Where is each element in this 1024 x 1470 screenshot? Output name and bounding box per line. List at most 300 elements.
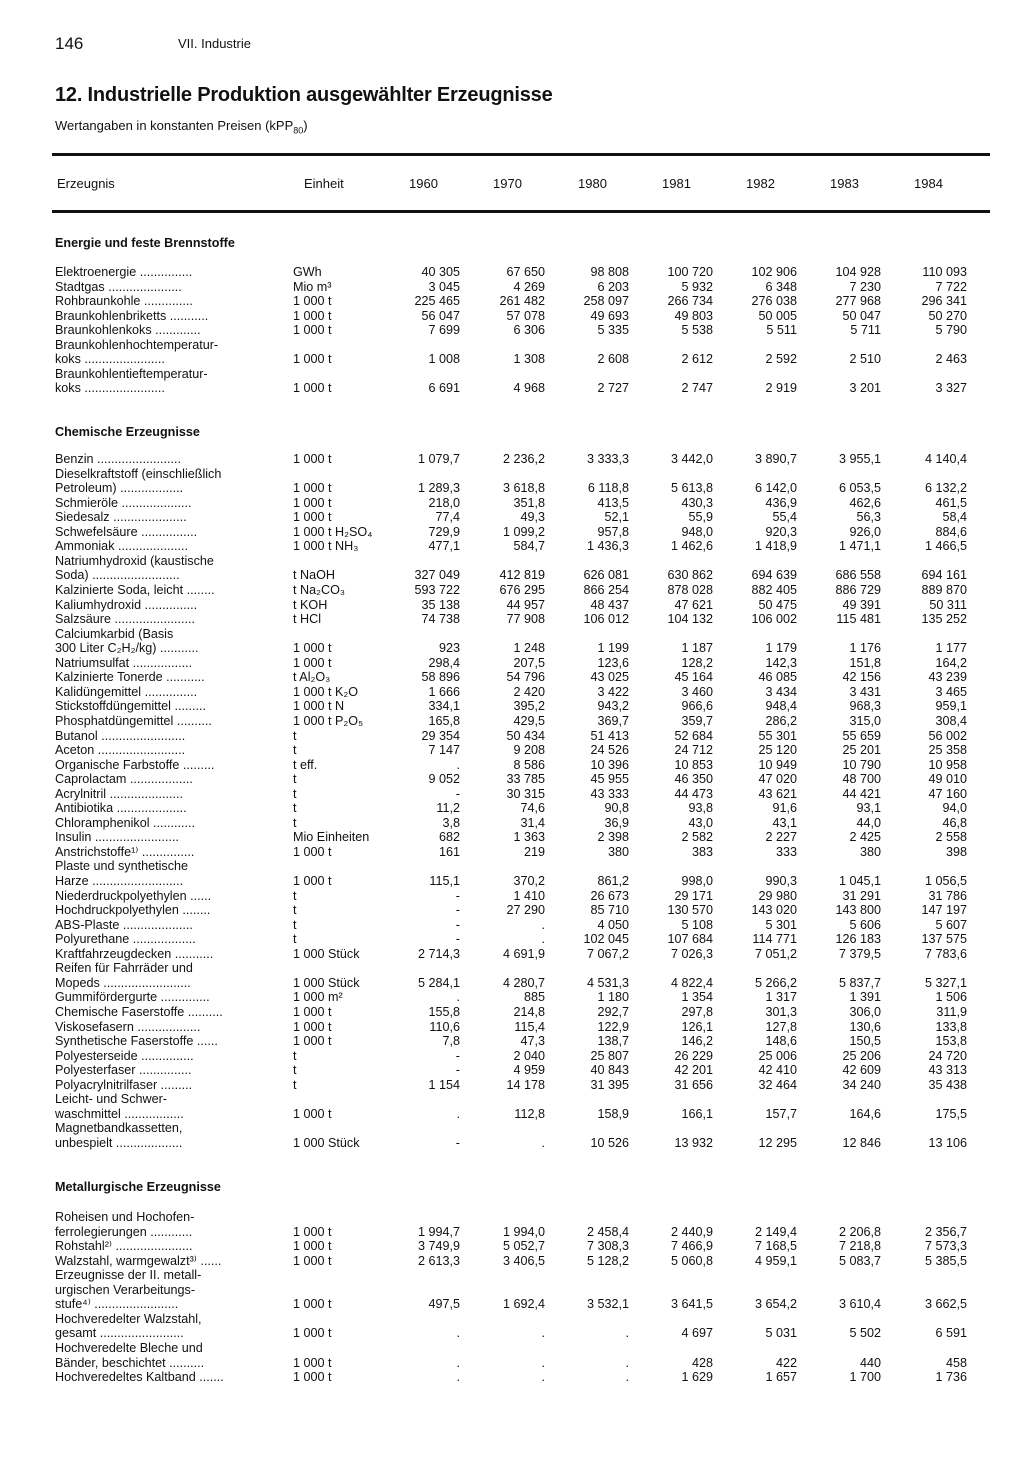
value-cell: 422 bbox=[775, 1355, 797, 1370]
table-row bbox=[0, 859, 1024, 874]
value-cell: 50 047 bbox=[842, 308, 881, 323]
value-cell: 43,1 bbox=[772, 815, 797, 830]
table-row bbox=[0, 889, 1024, 904]
value-cell: 1 176 bbox=[849, 641, 881, 656]
value-cell: 123,6 bbox=[597, 655, 629, 670]
row-label: koks ....................... bbox=[55, 381, 165, 396]
value-cell: 48 700 bbox=[842, 772, 881, 787]
value-cell: 7 722 bbox=[935, 279, 967, 294]
table-row bbox=[0, 1239, 1024, 1254]
row-unit: 1 000 t bbox=[293, 452, 332, 466]
row-unit: t bbox=[293, 917, 297, 932]
table-row bbox=[0, 496, 1024, 511]
value-cell: 7 026,3 bbox=[670, 946, 713, 961]
row-label: Phosphatdüngemittel .......... bbox=[55, 713, 212, 728]
value-cell: 477,1 bbox=[428, 539, 460, 554]
value-cell: 5 538 bbox=[681, 323, 713, 338]
value-cell: 7 783,6 bbox=[924, 946, 967, 961]
row-label: Polyacrylnitrilfaser ......... bbox=[55, 1077, 193, 1092]
value-cell: 7 230 bbox=[849, 279, 881, 294]
value-cell: 6 142,0 bbox=[754, 481, 797, 496]
value-cell: 3 434 bbox=[765, 684, 797, 699]
table-row bbox=[0, 1005, 1024, 1020]
row-label: stufe⁴⁾ ........................ bbox=[55, 1297, 179, 1312]
value-cell: 6 691 bbox=[428, 381, 460, 396]
value-cell: 107 684 bbox=[667, 932, 713, 947]
value-cell: 2 608 bbox=[597, 352, 629, 367]
value-cell: 102 906 bbox=[751, 265, 797, 279]
table-row bbox=[0, 641, 1024, 656]
row-label: Hochdruckpolyethylen ........ bbox=[55, 903, 211, 917]
value-cell: 91,6 bbox=[772, 801, 797, 816]
value-cell: 5 284,1 bbox=[417, 975, 460, 990]
row-unit: 1 000 t bbox=[293, 1355, 332, 1370]
value-cell: 44,0 bbox=[856, 815, 881, 830]
table-row bbox=[0, 990, 1024, 1005]
row-label: Caprolactam .................. bbox=[55, 772, 193, 787]
value-cell: 943,2 bbox=[597, 699, 629, 714]
row-unit: 1 000 t bbox=[293, 1034, 332, 1048]
header-rule bbox=[52, 210, 990, 213]
value-cell: 694 639 bbox=[751, 568, 797, 583]
value-cell: 4 822,4 bbox=[670, 975, 713, 990]
value-cell: 3 532,1 bbox=[586, 1297, 629, 1312]
value-cell: 334,1 bbox=[428, 699, 460, 714]
value-cell: 44 421 bbox=[842, 786, 881, 801]
table-row bbox=[0, 656, 1024, 671]
value-cell: 412 819 bbox=[499, 568, 545, 583]
value-cell: 5 031 bbox=[765, 1326, 797, 1341]
value-cell: 47,3 bbox=[520, 1034, 545, 1048]
row-label: Benzin ........................ bbox=[55, 452, 181, 466]
value-cell: 380 bbox=[607, 844, 629, 859]
row-unit: 1 000 Stück bbox=[293, 1135, 360, 1150]
value-cell: 286,2 bbox=[765, 713, 797, 728]
table-row bbox=[0, 976, 1024, 991]
table-row bbox=[0, 670, 1024, 685]
value-cell: 31 786 bbox=[928, 888, 967, 903]
value-cell: - bbox=[455, 1048, 460, 1063]
value-cell: 55,4 bbox=[772, 510, 797, 525]
row-unit: 1 000 t bbox=[293, 481, 332, 496]
row-unit: 1 000 t NH₃ bbox=[293, 539, 359, 554]
value-cell: 49 010 bbox=[928, 772, 967, 787]
value-cell: 43 621 bbox=[758, 786, 797, 801]
value-cell: 5 607 bbox=[935, 917, 967, 932]
row-label: Salzsäure ....................... bbox=[55, 612, 195, 626]
value-cell: - bbox=[455, 932, 460, 947]
table-row bbox=[0, 467, 1024, 482]
table-row bbox=[0, 568, 1024, 583]
row-unit: 1 000 t bbox=[293, 495, 332, 510]
value-cell: 2 747 bbox=[681, 381, 713, 396]
value-cell: 42 609 bbox=[842, 1063, 881, 1078]
row-label: Rohstahl²⁾ ...................... bbox=[55, 1239, 193, 1254]
value-cell: 2 227 bbox=[765, 830, 797, 845]
value-cell: 626 081 bbox=[583, 568, 629, 583]
value-cell: 43 025 bbox=[590, 670, 629, 685]
value-cell: 436,9 bbox=[765, 495, 797, 510]
table-row bbox=[0, 338, 1024, 353]
value-cell: 133,8 bbox=[935, 1019, 967, 1034]
row-label: Acrylnitril ..................... bbox=[55, 786, 184, 801]
value-cell: 926,0 bbox=[849, 524, 881, 539]
table-row bbox=[0, 1326, 1024, 1341]
value-cell: 1 506 bbox=[935, 990, 967, 1005]
row-label: Aceton ......................... bbox=[55, 743, 186, 757]
value-cell: 50 270 bbox=[928, 308, 967, 323]
value-cell: 137 575 bbox=[921, 932, 967, 947]
value-cell: 112,8 bbox=[514, 1106, 545, 1121]
table-row bbox=[0, 1297, 1024, 1312]
value-cell: 56 047 bbox=[421, 308, 460, 323]
value-cell: 4 269 bbox=[513, 279, 545, 294]
table-row bbox=[0, 309, 1024, 324]
value-cell: 25 206 bbox=[842, 1048, 881, 1063]
value-cell: 7 147 bbox=[428, 743, 460, 757]
value-cell: 43,0 bbox=[688, 815, 713, 830]
value-cell: 1 418,9 bbox=[754, 539, 797, 554]
value-cell: 31,4 bbox=[520, 815, 545, 830]
row-unit: 1 000 t bbox=[293, 1004, 332, 1019]
value-cell: 155,8 bbox=[428, 1004, 460, 1019]
value-cell: 30 315 bbox=[506, 786, 545, 801]
value-cell: 130 570 bbox=[667, 903, 713, 917]
row-unit: t bbox=[293, 801, 297, 816]
row-unit: t bbox=[293, 932, 297, 947]
table-row bbox=[0, 539, 1024, 554]
table-row bbox=[0, 816, 1024, 831]
value-cell: 32 464 bbox=[758, 1077, 797, 1092]
row-label: Kraftfahrzeugdecken ........... bbox=[55, 946, 214, 961]
value-cell: 7 573,3 bbox=[924, 1239, 967, 1254]
value-cell: 1 692,4 bbox=[502, 1297, 545, 1312]
value-cell: 126,1 bbox=[681, 1019, 713, 1034]
table-row bbox=[0, 1063, 1024, 1078]
value-cell: 5 606 bbox=[849, 917, 881, 932]
row-label: Braunkohlenhochtemperatur- bbox=[55, 337, 219, 352]
value-cell: 866 254 bbox=[583, 583, 629, 597]
value-cell: 308,4 bbox=[935, 713, 967, 728]
table-row bbox=[0, 845, 1024, 860]
value-cell: 25 201 bbox=[842, 743, 881, 757]
value-cell: 6 132,2 bbox=[924, 481, 967, 496]
row-label: Polyurethane .................. bbox=[55, 932, 196, 947]
row-unit: t bbox=[293, 815, 297, 830]
running-header bbox=[55, 34, 251, 54]
table-row bbox=[0, 583, 1024, 598]
value-cell: 5 837,7 bbox=[838, 975, 881, 990]
value-cell: 1 154 bbox=[428, 1077, 460, 1092]
value-cell: 46 085 bbox=[758, 670, 797, 685]
value-cell: 3 201 bbox=[849, 381, 881, 396]
value-cell: 25 807 bbox=[590, 1048, 629, 1063]
value-cell: 29 980 bbox=[758, 888, 797, 903]
value-cell: 6 306 bbox=[513, 323, 545, 338]
row-label: Natriumhydroxid (kaustische bbox=[55, 553, 214, 568]
value-cell: 110,6 bbox=[429, 1019, 460, 1034]
value-cell: 3 422 bbox=[597, 684, 629, 699]
value-cell: 261 482 bbox=[499, 294, 545, 309]
row-unit: 1 000 t H₂SO₄ bbox=[293, 524, 373, 539]
table-row bbox=[0, 510, 1024, 525]
row-label: Kalidüngemittel ............... bbox=[55, 684, 198, 699]
value-cell: . bbox=[456, 1106, 460, 1121]
value-cell: 1 994,7 bbox=[417, 1224, 460, 1239]
value-cell: 1 410 bbox=[513, 888, 545, 903]
table-row bbox=[0, 323, 1024, 338]
table-row bbox=[0, 772, 1024, 787]
value-cell: 429,5 bbox=[513, 713, 545, 728]
value-cell: 46 350 bbox=[674, 772, 713, 787]
column-header-row bbox=[0, 176, 1024, 194]
row-unit: 1 000 t bbox=[293, 655, 332, 670]
row-label: Magnetbandkassetten, bbox=[55, 1121, 183, 1136]
value-cell: 115,4 bbox=[514, 1019, 545, 1034]
row-unit: 1 000 t bbox=[293, 1326, 332, 1341]
section-heading: Metallurgische Erzeugnisse bbox=[55, 1180, 221, 1194]
value-cell: 7 168,5 bbox=[754, 1239, 797, 1254]
value-cell: 8 586 bbox=[513, 757, 545, 772]
value-cell: 923 bbox=[438, 641, 460, 656]
value-cell: 2 425 bbox=[849, 830, 881, 845]
row-label: ABS-Plaste .................... bbox=[55, 917, 193, 932]
row-unit: t bbox=[293, 1063, 297, 1078]
row-label: Hochveredelte Bleche und bbox=[55, 1341, 203, 1355]
row-unit: 1 000 t bbox=[293, 844, 332, 859]
row-unit: 1 000 t bbox=[293, 381, 332, 396]
value-cell: 151,8 bbox=[849, 655, 881, 670]
table-row bbox=[0, 525, 1024, 540]
value-cell: 45 955 bbox=[590, 772, 629, 787]
value-cell: 3 431 bbox=[849, 684, 881, 699]
value-cell: 7 051,2 bbox=[754, 946, 797, 961]
row-label: Rohbraunkohle .............. bbox=[55, 294, 193, 309]
value-cell: 4 691,9 bbox=[502, 946, 545, 961]
row-label: 300 Liter C₂H₂/kg) ........... bbox=[55, 641, 199, 656]
value-cell: 6 118,8 bbox=[587, 481, 629, 496]
value-cell: 966,6 bbox=[681, 699, 713, 714]
value-cell: 292,7 bbox=[597, 1004, 629, 1019]
value-cell: 2 440,9 bbox=[670, 1224, 713, 1239]
value-cell: 7 379,5 bbox=[838, 946, 881, 961]
value-cell: 225 465 bbox=[414, 294, 460, 309]
value-cell: 110 093 bbox=[922, 265, 967, 279]
row-label: Polyesterfaser ............... bbox=[55, 1063, 192, 1078]
value-cell: 175,5 bbox=[935, 1106, 967, 1121]
row-label: Viskosefasern .................. bbox=[55, 1019, 201, 1034]
value-cell: - bbox=[455, 903, 460, 917]
row-unit: t eff. bbox=[293, 757, 318, 772]
value-cell: 676 295 bbox=[499, 583, 545, 597]
value-cell: 306,0 bbox=[849, 1004, 881, 1019]
value-cell: 106 002 bbox=[751, 612, 797, 626]
table-row bbox=[0, 714, 1024, 729]
value-cell: 2 714,3 bbox=[417, 946, 460, 961]
value-cell: 1 666 bbox=[428, 684, 460, 699]
value-cell: 4 531,3 bbox=[586, 975, 629, 990]
value-cell: 47 621 bbox=[674, 597, 713, 612]
row-unit: 1 000 t K₂O bbox=[293, 684, 359, 699]
value-cell: 5 335 bbox=[597, 323, 629, 338]
value-cell: 166,1 bbox=[681, 1106, 713, 1121]
value-cell: 2 612 bbox=[681, 352, 713, 367]
value-cell: 462,6 bbox=[849, 495, 881, 510]
value-cell: 10 396 bbox=[590, 757, 629, 772]
value-cell: 6 591 bbox=[935, 1326, 967, 1341]
row-label: Schwefelsäure ................ bbox=[55, 524, 198, 539]
value-cell: . bbox=[541, 1135, 545, 1150]
row-label: Siedesalz ..................... bbox=[55, 510, 187, 525]
value-cell: 7 067,2 bbox=[586, 946, 629, 961]
value-cell: . bbox=[456, 1370, 460, 1384]
table-row bbox=[0, 787, 1024, 802]
row-label: Insulin ........................ bbox=[55, 830, 179, 845]
table-row bbox=[0, 1121, 1024, 1136]
table-row bbox=[0, 1370, 1024, 1385]
row-label: Calciumkarbid (Basis bbox=[55, 626, 174, 641]
value-cell: 12 295 bbox=[758, 1135, 797, 1150]
value-cell: 24 720 bbox=[928, 1048, 967, 1063]
value-cell: 50 475 bbox=[758, 597, 797, 612]
value-cell: 50 311 bbox=[929, 597, 967, 612]
value-cell: 3 460 bbox=[681, 684, 713, 699]
table-title: 12. Industrielle Produktion ausgewählter Erzeugnisse bbox=[55, 84, 553, 106]
table-row bbox=[0, 1049, 1024, 1064]
row-unit: t bbox=[293, 1077, 297, 1092]
value-cell: 138,7 bbox=[597, 1034, 629, 1048]
value-cell: 219 bbox=[523, 844, 545, 859]
value-cell: 90,8 bbox=[604, 801, 629, 816]
value-cell: 2 420 bbox=[513, 684, 545, 699]
value-cell: 127,8 bbox=[765, 1019, 797, 1034]
value-cell: 153,8 bbox=[935, 1034, 967, 1048]
value-cell: 4 968 bbox=[513, 381, 545, 396]
value-cell: 143 800 bbox=[835, 903, 881, 917]
value-cell: 3 662,5 bbox=[924, 1297, 967, 1312]
table-row bbox=[0, 612, 1024, 627]
row-unit: 1 000 t bbox=[293, 1239, 332, 1254]
value-cell: 34 240 bbox=[842, 1077, 881, 1092]
value-cell: . bbox=[541, 932, 545, 947]
table-row bbox=[0, 294, 1024, 309]
value-cell: 1 056,5 bbox=[924, 874, 967, 888]
value-cell: 7,8 bbox=[442, 1034, 460, 1048]
column-header: 1980 bbox=[578, 176, 607, 191]
value-cell: 5 613,8 bbox=[670, 481, 713, 496]
value-cell: 3 333,3 bbox=[586, 452, 629, 466]
value-cell: 100 720 bbox=[667, 265, 713, 279]
value-cell: 315,0 bbox=[849, 713, 881, 728]
value-cell: 1 994,0 bbox=[502, 1224, 545, 1239]
value-cell: 35 438 bbox=[928, 1077, 967, 1092]
value-cell: 94,0 bbox=[942, 801, 967, 816]
value-cell: 158,9 bbox=[597, 1106, 629, 1121]
value-cell: 4 280,7 bbox=[502, 975, 545, 990]
value-cell: 1 199 bbox=[597, 641, 629, 656]
row-unit: t bbox=[293, 1048, 297, 1063]
row-label: Anstrichstoffe¹⁾ ............... bbox=[55, 844, 195, 859]
value-cell: 2 919 bbox=[765, 381, 797, 396]
value-cell: 128,2 bbox=[681, 655, 713, 670]
value-cell: . bbox=[541, 1370, 545, 1384]
value-cell: 311,9 bbox=[936, 1004, 967, 1019]
value-cell: 102 045 bbox=[583, 932, 629, 947]
table-row bbox=[0, 554, 1024, 569]
value-cell: 630 862 bbox=[667, 568, 713, 583]
value-cell: 395,2 bbox=[513, 699, 545, 714]
column-header: Erzeugnis bbox=[57, 176, 115, 191]
value-cell: 886 729 bbox=[835, 583, 881, 597]
value-cell: 882 405 bbox=[751, 583, 797, 597]
table-row bbox=[0, 1020, 1024, 1035]
row-label: Polyesterseide ............... bbox=[55, 1048, 194, 1063]
value-cell: 398 bbox=[945, 844, 967, 859]
row-label: Hochveredelter Walzstahl, bbox=[55, 1311, 202, 1326]
table-row bbox=[0, 961, 1024, 976]
row-label: Butanol ........................ bbox=[55, 728, 186, 743]
value-cell: 1 436,3 bbox=[586, 539, 629, 554]
row-unit: GWh bbox=[293, 265, 322, 279]
value-cell: 2 727 bbox=[597, 381, 629, 396]
row-label: Walzstahl, warmgewalzt³⁾ ...... bbox=[55, 1253, 222, 1268]
value-cell: . bbox=[625, 1355, 629, 1370]
value-cell: 1 187 bbox=[681, 641, 713, 656]
value-cell: 33 785 bbox=[506, 772, 545, 787]
table-row bbox=[0, 367, 1024, 382]
row-label: Schmieröle .................... bbox=[55, 495, 192, 510]
value-cell: 54 796 bbox=[506, 670, 545, 685]
column-header: 1982 bbox=[746, 176, 775, 191]
row-unit: t bbox=[293, 786, 297, 801]
row-label: Hochveredeltes Kaltband ....... bbox=[55, 1370, 224, 1384]
row-unit: 1 000 t bbox=[293, 1019, 332, 1034]
value-cell: 29 354 bbox=[421, 728, 460, 743]
value-cell: 7 699 bbox=[428, 323, 460, 338]
value-cell: 58,4 bbox=[942, 510, 967, 525]
value-cell: 29 171 bbox=[674, 888, 713, 903]
value-cell: 5 108 bbox=[681, 917, 713, 932]
value-cell: 98 808 bbox=[590, 265, 629, 279]
value-cell: 25 120 bbox=[758, 743, 797, 757]
value-cell: 998,0 bbox=[681, 874, 713, 888]
row-unit: 1 000 t bbox=[293, 1224, 332, 1239]
value-cell: 24 526 bbox=[590, 743, 629, 757]
value-cell: 1 008 bbox=[428, 352, 460, 367]
value-cell: 49 693 bbox=[590, 308, 629, 323]
value-cell: 383 bbox=[691, 844, 713, 859]
value-cell: 861,2 bbox=[597, 874, 629, 888]
value-cell: 27 290 bbox=[506, 903, 545, 917]
value-cell: 2 149,4 bbox=[754, 1224, 797, 1239]
row-unit: t bbox=[293, 772, 297, 787]
row-unit: 1 000 t P₂O₅ bbox=[293, 713, 364, 728]
value-cell: 25 006 bbox=[758, 1048, 797, 1063]
row-unit: 1 000 t bbox=[293, 323, 332, 338]
value-cell: 258 097 bbox=[583, 294, 629, 309]
value-cell: 148,6 bbox=[765, 1034, 797, 1048]
value-cell: 5 711 bbox=[850, 323, 881, 338]
value-cell: 2 398 bbox=[597, 830, 629, 845]
value-cell: - bbox=[455, 786, 460, 801]
value-cell: 85 710 bbox=[590, 903, 629, 917]
row-label: Kalzinierte Tonerde ........... bbox=[55, 670, 205, 685]
value-cell: 2 356,7 bbox=[924, 1224, 967, 1239]
table-row bbox=[0, 1092, 1024, 1107]
value-cell: 3 618,8 bbox=[502, 481, 545, 496]
section-heading: Chemische Erzeugnisse bbox=[55, 425, 200, 439]
value-cell: 7 466,9 bbox=[670, 1239, 713, 1254]
